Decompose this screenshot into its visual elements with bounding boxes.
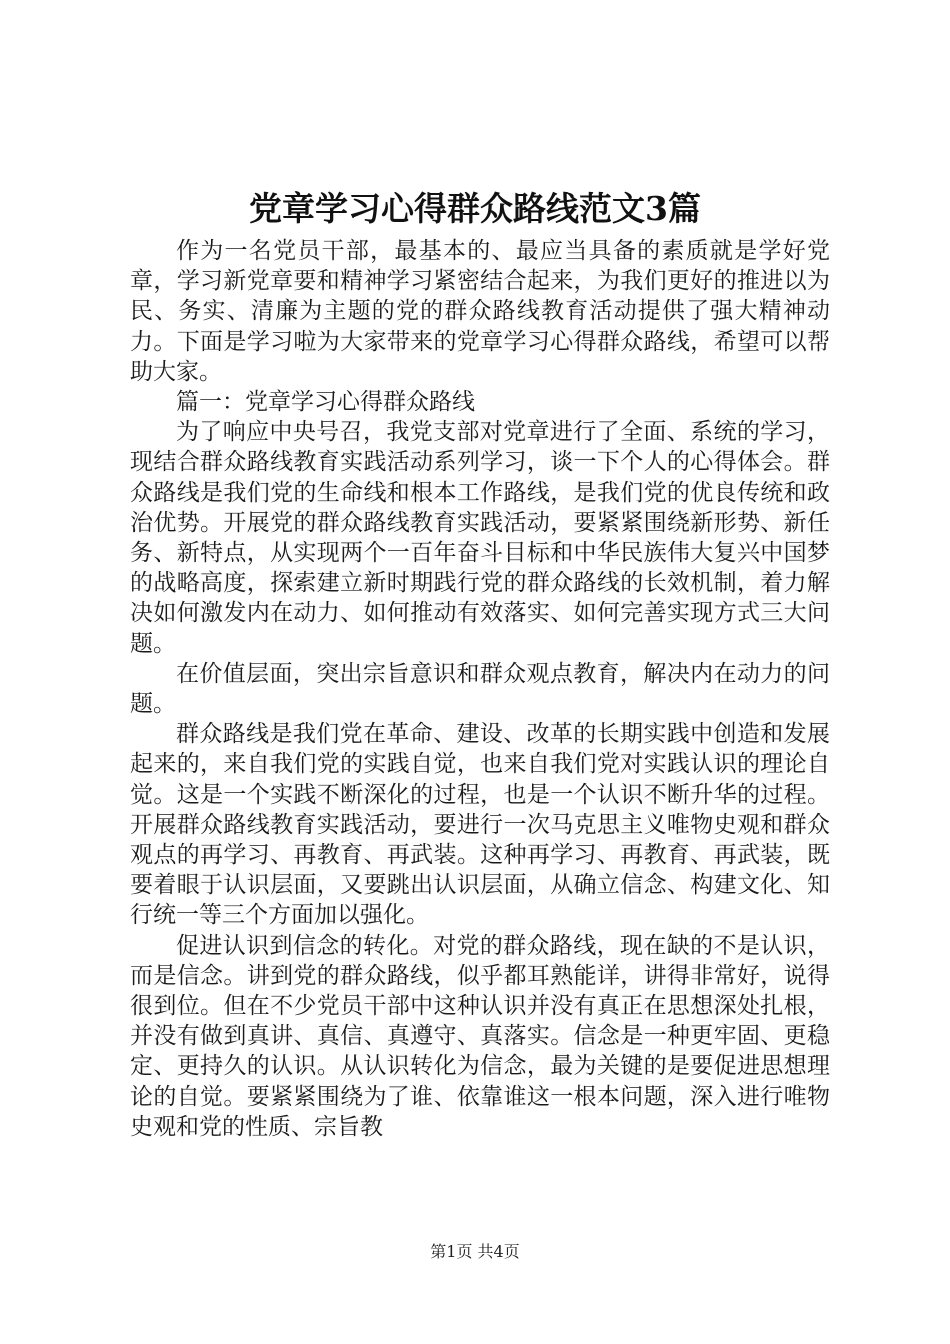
paragraph-intro: 作为一名党员干部，最基本的、最应当具备的素质就是学好党章，学习新党章要和精神学习紧密结合起来，为我们更好的推进以为民、务实、清廉为主题的党的群众路线教育活动提供了强大精神动力。下面是学习啦为大家带来的党章学习心得群众路线，希望可以帮助大家。 (130, 238, 830, 385)
paragraph: 在价值层面，突出宗旨意识和群众观点教育，解决内在动力的问题。 (130, 660, 830, 718)
page-footer: 第1页 共4页 (430, 1242, 520, 1261)
document-title: 党章学习心得群众路线范文3篇 (249, 189, 701, 228)
paragraph: 为了响应中央号召，我党支部对党章进行了全面、系统的学习，现结合群众路线教育实践活动系列学习，谈一下个人的心得体会。群众路线是我们党的生命线和根本工作路线，是我们党的优良传统和政治优势。开展党的群众路线教育实践活动，要紧紧围绕新形势、新任务、新特点，从实现两个一百年奋斗目标和中华民族伟大复兴中国梦的战略高度，探索建立新时期践行党的群众路线的长效机制，着力解决如何激发内在动力、如何推动有效落实、如何完善实现方式三大问题。 (130, 419, 830, 657)
section-heading: 篇一：党章学习心得群众路线 (176, 389, 475, 416)
document-body (130, 236, 830, 1142)
paragraph: 群众路线是我们党在革命、建设、改革的长期实践中创造和发展起来的，来自我们党的实践自觉，也来自我们党对实践认识的理论自觉。这是一个实践不断深化的过程，也是一个认识不断升华的过程。开展群众路线教育实践活动，要进行一次马克思主义唯物史观和群众观点的再学习、再教育、再武装。这种再学习、再教育、再武装，既要着眼于认识层面，又要跳出认识层面，从确立信念、构建文化、知行统一等三个方面加以强化。 (130, 721, 830, 929)
paragraph: 促进认识到信念的转化。对党的群众路线，现在缺的不是认识，而是信念。讲到党的群众路线，似乎都耳熟能详，讲得非常好，说得很到位。但在不少党员干部中这种认识并没有真正在思想深处扎根，并没有做到真讲、真信、真遵守、真落实。信念是一种更牢固、更稳定、更持久的认识。从认识转化为信念，最为关键的是要促进思想理论的自觉。要紧紧围绕为了谁、依靠谁这一根本问题，深入进行唯物史观和党的性质、宗旨教 (130, 932, 830, 1140)
